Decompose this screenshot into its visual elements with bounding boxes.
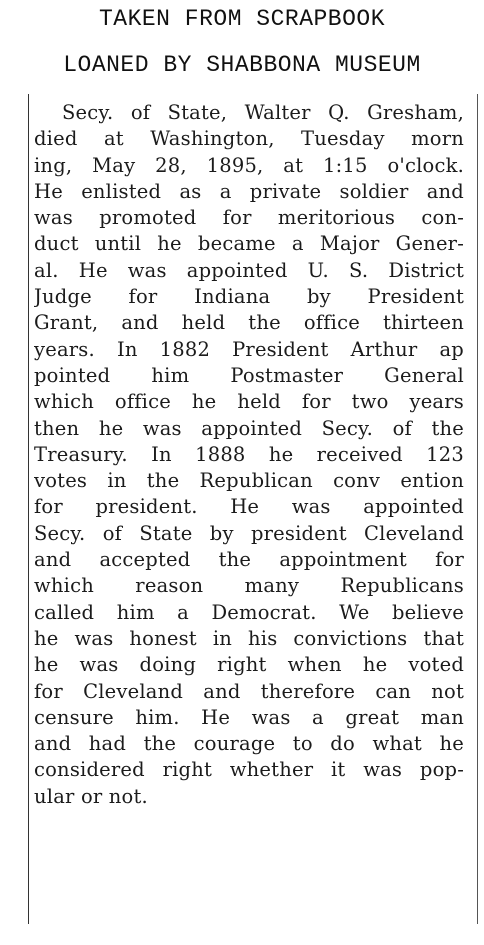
article-line: called him a Democrat. We believe [34, 600, 464, 624]
article-line: Judge for Indiana by President [34, 285, 464, 309]
article-line: for president. He was appointed [34, 495, 464, 519]
article-line: and accepted the appointment for [34, 548, 464, 572]
article-line: Secy. of State by president Cleveland [34, 521, 464, 545]
article-line: Treasury. In 1888 he received 123 [34, 442, 464, 466]
newspaper-article [34, 100, 464, 810]
article-line: died at Washington, Tuesday morn [34, 127, 464, 151]
article-line: was promoted for meritorious con- [34, 206, 464, 230]
article-line: then he was appointed Secy. of the [34, 416, 464, 440]
article-line: duct until he became a Major Gener- [34, 232, 464, 256]
article-line: years. In 1882 President Arthur ap [34, 337, 464, 361]
article-line: and had the courage to do what he [34, 732, 464, 756]
article-line: which office he held for two years [34, 390, 464, 414]
article-line: ing, May 28, 1895, at 1:15 o'clock. [34, 153, 464, 177]
article-line: al. He was appointed U. S. District [34, 258, 464, 282]
article-line: ular or not. [34, 784, 148, 808]
article-line: he was doing right when he voted [34, 653, 464, 677]
scrapbook-header-line-2: LOANED BY SHABBONA MUSEUM [63, 52, 421, 78]
article-line: censure him. He was a great man [34, 705, 464, 729]
article-line: votes in the Republican conv ention [34, 469, 464, 493]
article-line: for Cleveland and therefore can not [34, 679, 464, 703]
article-line: He enlisted as a private soldier and [34, 179, 464, 203]
article-line: Secy. of State, Walter Q. Gresham, [62, 101, 464, 124]
article-line: pointed him Postmaster General [34, 363, 464, 387]
article-line: Grant, and held the office thirteen [34, 311, 464, 335]
scrapbook-header-line-1: TAKEN FROM SCRAPBOOK [98, 6, 386, 32]
article-line: which reason many Republicans [34, 574, 464, 598]
article-line: considered right whether it was pop- [34, 758, 464, 782]
article-line: he was honest in his convictions that [34, 626, 464, 650]
